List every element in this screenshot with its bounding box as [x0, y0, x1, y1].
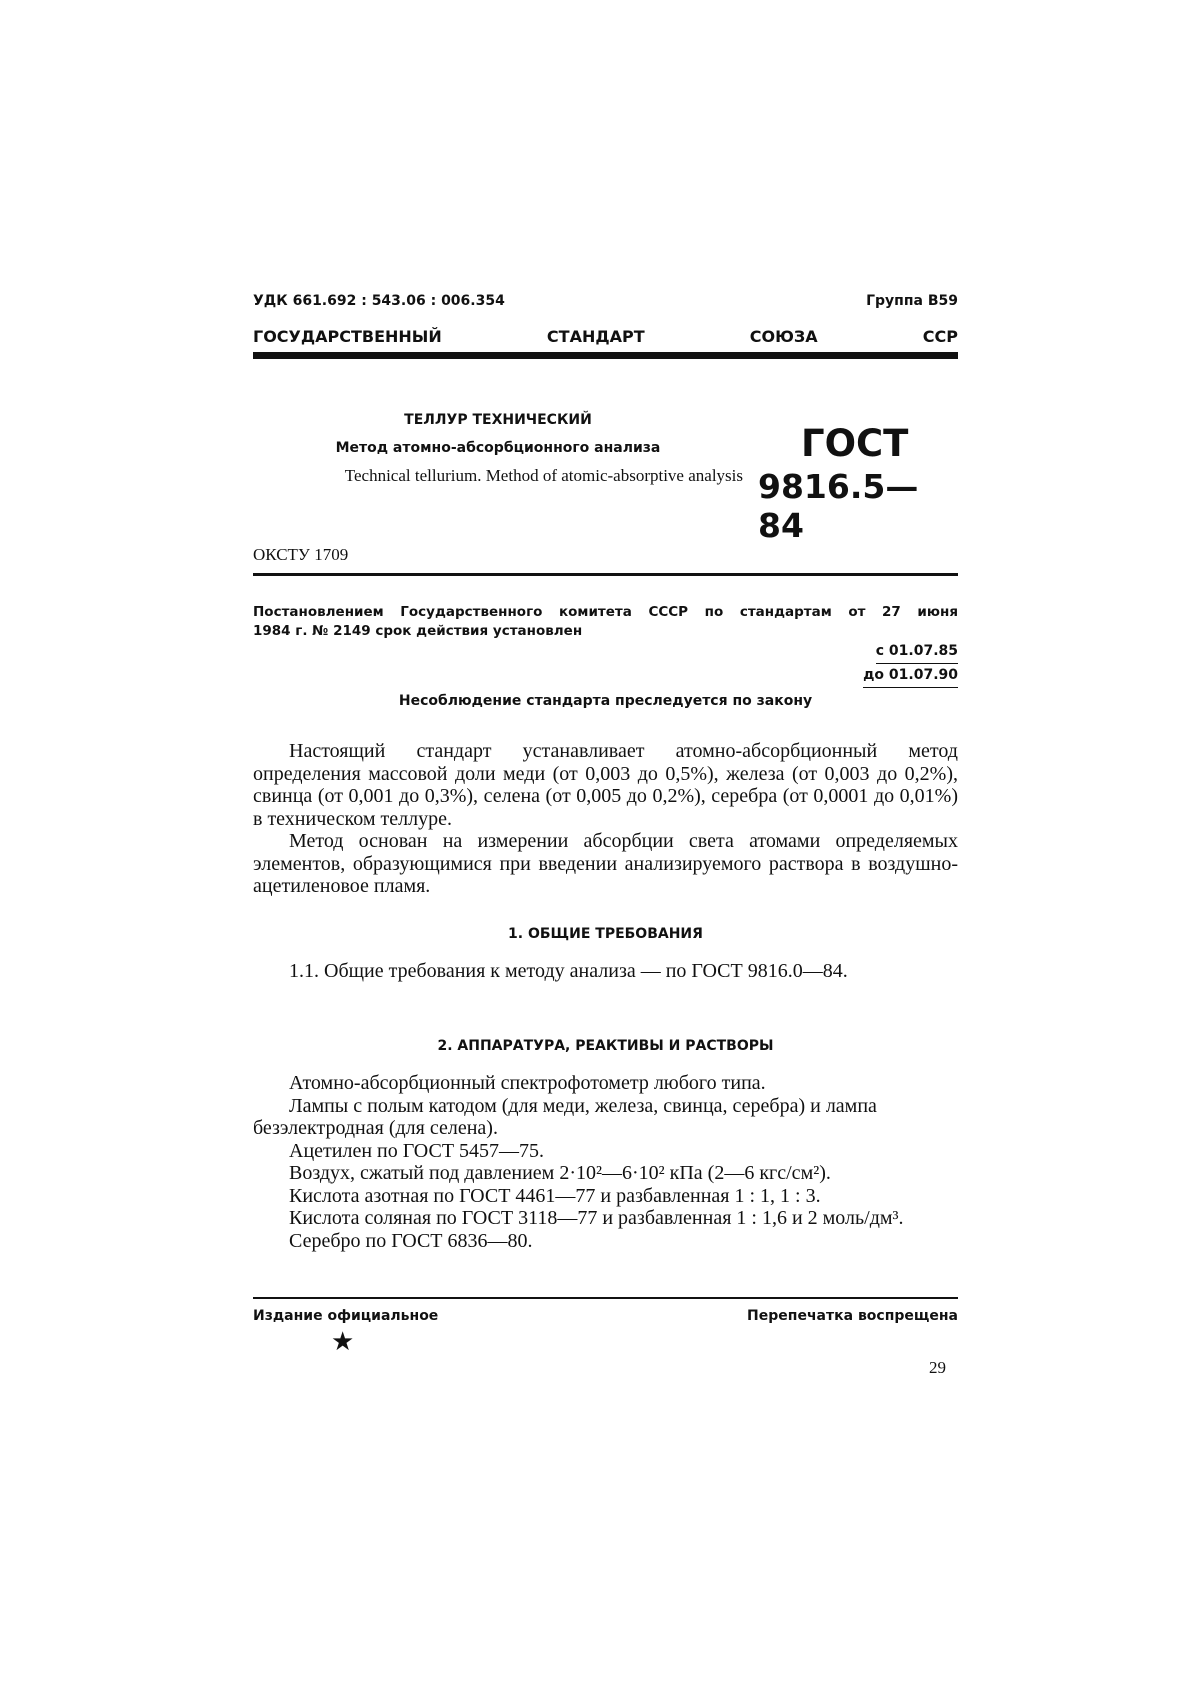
decree-line-2: 1984 г. № 2149 срок действия установлен: [253, 623, 583, 639]
intro-paragraph: Настоящий стандарт устанавливает атомно-абсорбционный метод определения массовой доли меди (от 0,003 до 0,5%), железа (от 0,003 до 0,2%), свинца (от 0,001 до 0,3%), селена (от 0,005 до 0,2%), серебра (от 0,0001 до 0,01%) в техническом теллуре.: [253, 740, 958, 830]
decree-line-1: Постановлением Государственного комитета СССР по стандартам от 27 июня: [253, 604, 958, 620]
star-icon: ★: [331, 1327, 355, 1357]
list-item: Воздух, сжатый под давлением 2·10²—6·10² кПа (2—6 кгс/см²).: [289, 1162, 831, 1184]
group-code: Группа В59: [866, 293, 958, 309]
valid-to: до 01.07.90: [863, 664, 958, 688]
section2-body: [253, 1072, 958, 1252]
udk-code: УДК 661.692 : 543.06 : 006.354: [253, 293, 505, 309]
reprint-prohibited-label: Перепечатка воспрещена: [747, 1308, 958, 1324]
title-en: Technical tellurium. Method of atomic-absorptive analysis: [344, 466, 743, 485]
banner-word: СОЮЗА: [749, 327, 818, 346]
banner-word: ССР: [922, 327, 958, 346]
intro-paragraph: Метод основан на измерении абсорбции света атомами определяемых элементов, образующимися при введении анализируемого раствора в воздушно-ацетиленовое пламя.: [253, 830, 958, 897]
section1-body: [253, 960, 958, 983]
list-item: Ацетилен по ГОСТ 5457—75.: [289, 1139, 545, 1162]
list-item: Серебро по ГОСТ 6836—80.: [289, 1229, 533, 1252]
law-notice: Несоблюдение стандарта преследуется по закону: [398, 693, 813, 709]
intro-section: [253, 740, 958, 898]
okstu-code: ОКСТУ 1709: [253, 545, 349, 564]
list-item: Атомно-абсорбционный спектрофотометр любого типа.: [289, 1072, 766, 1094]
footer-divider: [253, 1297, 958, 1299]
valid-from: с 01.07.85: [876, 640, 958, 664]
list-item: Кислота азотная по ГОСТ 4461—77 и разбавленная 1 : 1, 1 : 3.: [289, 1184, 821, 1207]
section-heading: 1. ОБЩИЕ ТРЕБОВАНИЯ: [508, 926, 703, 942]
gost-label: ГОСТ: [801, 422, 909, 465]
list-item: Кислота соляная по ГОСТ 3118—77 и разбавленная 1 : 1,6 и 2 моль/дм³.: [289, 1207, 904, 1229]
okstu-divider: [253, 573, 958, 576]
section-heading: 2. АППАРАТУРА, РЕАКТИВЫ И РАСТВОРЫ: [437, 1038, 774, 1054]
title-block: [253, 412, 743, 486]
banner-word: ГОСУДАРСТВЕННЫЙ: [253, 327, 442, 346]
list-item: Лампы с полым катодом (для меди, железа, свинца, серебра) и лампа безэлектродная (для селена).: [253, 1094, 877, 1139]
gost-number: 9816.5—84: [758, 467, 919, 545]
header-divider: [253, 352, 958, 359]
decree-text: [253, 603, 958, 641]
method-title-ru: Метод атомно-абсорбционного анализа: [335, 440, 661, 456]
page-number: 29: [929, 1358, 946, 1377]
title-ru: ТЕЛЛУР ТЕХНИЧЕСКИЙ: [404, 412, 592, 428]
validity-dates: [863, 640, 958, 688]
banner-word: СТАНДАРТ: [546, 327, 645, 346]
section1-paragraph: 1.1. Общие требования к методу анализа — по ГОСТ 9816.0—84.: [289, 960, 848, 982]
official-edition-label: Издание официальное: [253, 1308, 439, 1324]
state-standard-banner: [253, 327, 958, 346]
document-page: [253, 0, 958, 1697]
